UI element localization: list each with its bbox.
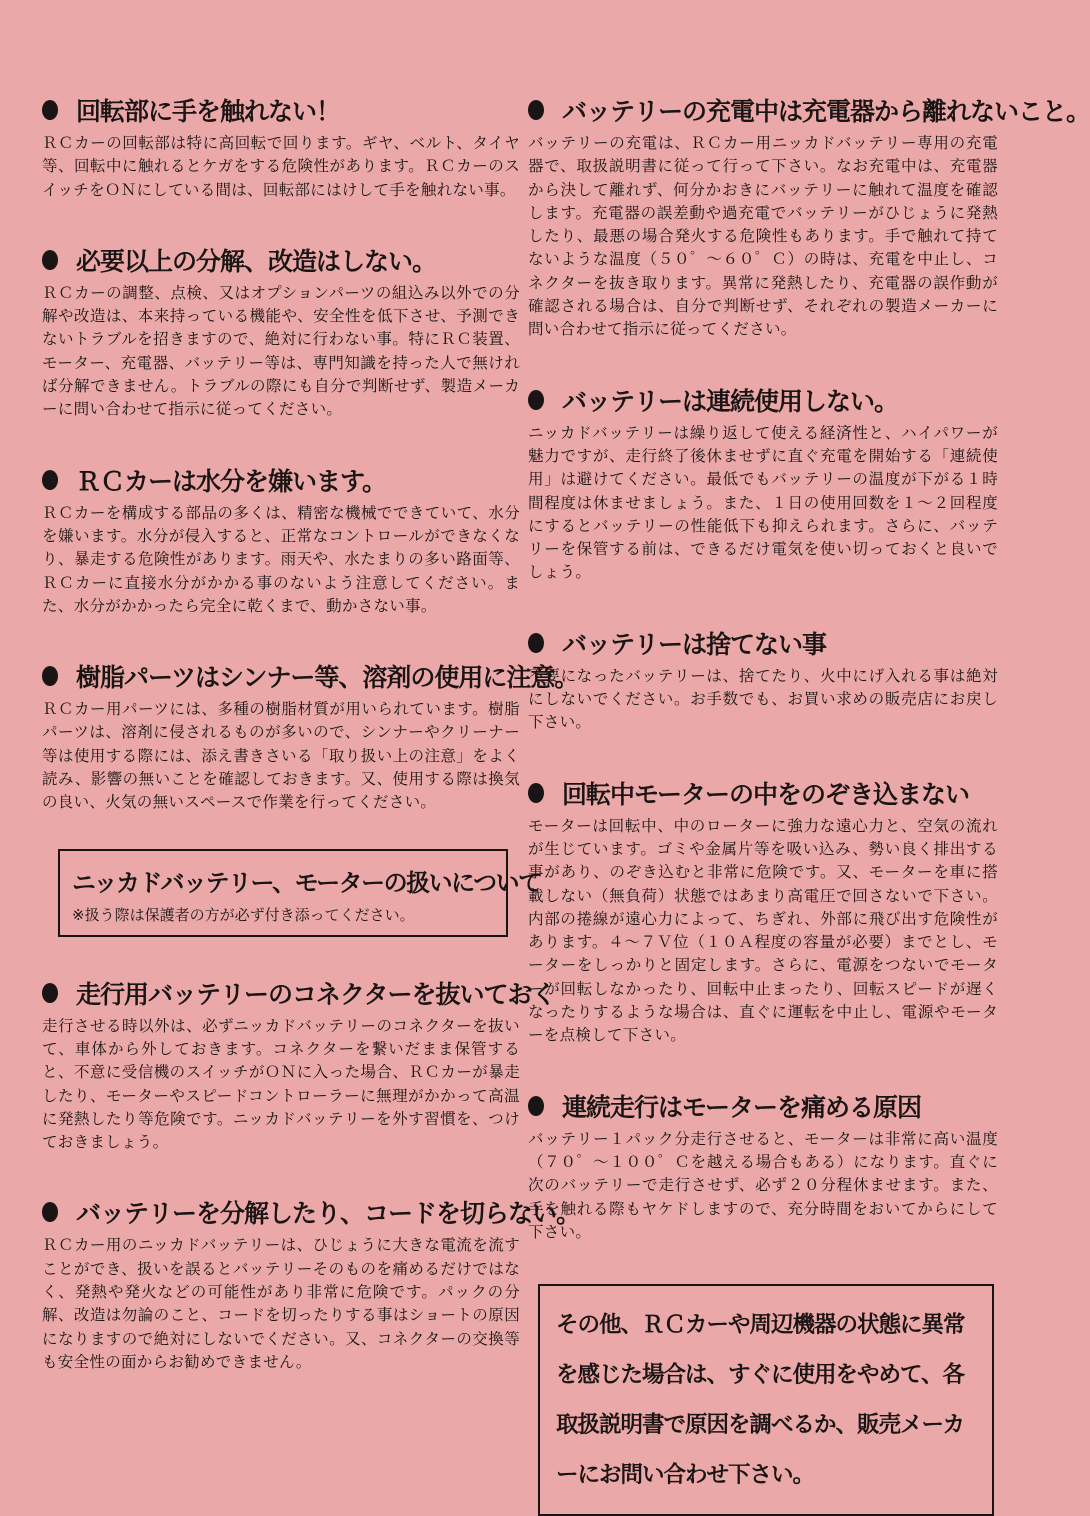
bullet-icon [528, 783, 544, 803]
bullet-icon [42, 250, 58, 270]
section-motor-peek [528, 775, 998, 1048]
heading-text: バッテリーを分解したり、コードを切らない。 [76, 1199, 581, 1229]
section-unplug-connector [42, 975, 556, 1155]
notice-title: ニッカドバッテリー、モーターの扱いについて [72, 867, 541, 897]
section-body: 不要になったバッテリーは、捨てたり、火中にげ入れる事は絶対にしないでください。お手数でも、お買い求めの販売店にお戻し下さい。 [528, 666, 998, 732]
bullet-icon [42, 1202, 58, 1222]
closing-notice-box: その他、ＲＣカーや周辺機器の状態に異常を感じた場合は、すぐに使用をやめて、各取扱説明書で原因を調べるか、販売メーカーにお問い合わせ下さい。 [538, 1284, 994, 1516]
heading-text: 走行用バッテリーのコネクターを抜いておく [76, 979, 556, 1009]
heading-text: 連続走行はモーターを痛める原因 [562, 1092, 922, 1122]
section-body: モーターは回転中、中のローターに強力な遠心力と、空気の流れが生じています。ゴミや金属片等を吸い込み、勢い良く排出する事があり、のぞき込むと非常に危険です。又、モーターを車に搭載しない（無負荷）状態ではあまり高電圧で回さないで下さい。内部の捲線が遠心力によって、ちぎれ、外部に飛び出す危険性があります。４～７Ｖ位（１０Ａ程度の容量が必要）までとし、モーターをしっかりと固定します。さらに、電源をつないでモーターが回転しなかったり、回転中止まったり、回転スピードが遅くなったりするような場合は、直ぐに運転を中止し、電源やモーターを点検して下さい。 [528, 816, 998, 1045]
section-body: 走行させる時以外は、必ずニッカドバッテリーのコネクターを抜いて、車体から外しておきます。コネクターを繋いだまま保管すると、不意に受信機のスイッチがＯＮに入った場合、ＲＣカーが暴走したり、モーターやスピードコントローラーに無理がかかって高温に発熱したり等危険です。ニッカドバッテリーを外す習慣を、つけておきましょう。 [42, 1016, 520, 1152]
section-heading [528, 775, 998, 811]
section-body: バッテリー１パック分走行させると、モーターは非常に高い温度（７０゜～１００゜Ｃを越える場合もある）になります。直ぐに次のバッテリーで走行させず、必ず２０分程休ませます。また、手を触れる際もヤケドしますので、充分時間をおいてからにして下さい。 [528, 1129, 998, 1241]
bullet-icon [528, 633, 544, 653]
heading-text: バッテリーは捨てない事 [562, 629, 827, 659]
section-heading [42, 242, 520, 278]
heading-text: ＲＣカーは水分を嫌います。 [76, 466, 387, 496]
section-no-battery-disassembly [42, 1194, 581, 1374]
section-heading [528, 92, 1090, 128]
bullet-icon [42, 100, 58, 120]
section-heading [528, 1088, 998, 1124]
section-body: バッテリーの充電は、ＲＣカー用ニッカドバッテリー専用の充電器で、取扱説明書に従って行って下さい。なお充電中は、充電器から決して離れず、何分かおきにバッテリーに触れて温度を確認します。充電器の誤差動や過充電でバッテリーがひじょうに発熱したり、最悪の場合発火する危険性もあります。手で触れて持てないような温度（５０゜～６０゜Ｃ）の時は、充電を中止し、コネクターを抜き取ります。異常に発熱したり、充電器の誤作動が確認される場合は、自分で判断せず、それぞれの製造メーカーに問い合わせて指示に従ってください。 [528, 134, 998, 339]
section-body: ＲＣカーの回転部は特に高回転で回ります。ギヤ、ベルト、タイヤ等、回転中に触れるとケガをする危険性があります。ＲＣカーのスイッチをＯＮにしている間は、回転部にはけして手を触れない事。 [42, 134, 520, 199]
section-heading [42, 975, 556, 1011]
bullet-icon [42, 666, 58, 686]
section-no-disassembly [42, 242, 520, 422]
bullet-icon [42, 983, 58, 1003]
bullet-icon [528, 390, 544, 410]
section-body: ニッカドバッテリーは繰り返して使える経済性と、ハイパワーが魅力ですが、走行終了後休ませずに直ぐ充電を開始する「連続使用」は避けてください。最低でもバッテリーの温度が下がる１時間程度は休ませましょう。また、１日の使用回数を１～２回程度にするとバッテリーの性能低下も抑えられます。さらに、バッテリーを保管する前は、できるだけ電気を使い切っておくと良いでしょう。 [528, 423, 998, 582]
bullet-icon [528, 100, 544, 120]
section-body: ＲＣカーの調整、点検、又はオプションパーツの組込み以外での分解や改造は、本来持っている機能や、安全性を低下させ、予測できないトラブルを招きますので、絶対に行わない事。特にＲＣ装置、モーター、充電器、バッテリー等は、専門知識を持った人で無ければ分解できません。トラブルの際にも自分で判断せず、製造メーカーに問い合わせて指示に従ってください。 [42, 283, 520, 419]
heading-text: 回転部に手を触れない！ [76, 97, 341, 126]
notice-subtitle: ※扱う際は保護者の方が必ず付き添ってください。 [72, 905, 415, 924]
section-heading [528, 625, 998, 661]
section-disposal [528, 625, 998, 735]
battery-motor-notice-box [58, 849, 541, 937]
section-rotating-parts [42, 92, 520, 202]
section-body: ＲＣカー用パーツには、多種の樹脂材質が用いられています。樹脂パーツは、溶剤に侵されるものが多いので、シンナーやクリーナー等は使用する際には、添え書きさいる「取り扱い上の注意」をよく読み、影響の無いことを確認しておきます。又、使用する際は換気の良い、火気の無いスペースで作業を行ってください。 [42, 700, 520, 812]
bullet-icon [42, 470, 58, 490]
left-column [42, 92, 581, 1414]
right-column [528, 92, 1090, 1516]
section-heading [42, 1194, 581, 1230]
section-continuous-use [528, 382, 998, 585]
section-charging [528, 92, 1090, 342]
section-water [42, 462, 520, 618]
heading-text: 必要以上の分解、改造はしない。 [76, 246, 437, 276]
heading-text: バッテリーの充電中は充電器から離れないこと。 [562, 97, 1090, 126]
heading-text: 樹脂パーツはシンナー等、溶剤の使用に注意。 [76, 663, 579, 693]
heading-text: 回転中モーターの中をのぞき込まない [562, 779, 970, 809]
section-solvents [42, 658, 579, 814]
section-body: ＲＣカー用のニッカドバッテリーは、ひじょうに大きな電流を流すことができ、扱いを誤るとバッテリーそのものを痛めるだけではなく、発熱や発火などの可能性があり非常に危険です。パックの分解、改造は勿論のこと、コードを切ったりする事はショートの原因になりますので絶対にしないでください。又、コネクターの交換等も安全性の面からお勧めできません。 [42, 1236, 520, 1371]
section-heading [528, 382, 998, 418]
bullet-icon [528, 1096, 544, 1116]
section-heading [42, 92, 520, 128]
section-heading [42, 462, 520, 498]
heading-text: バッテリーは連続使用しない。 [562, 386, 899, 416]
section-body: ＲＣカーを構成する部品の多くは、精密な機械でできていて、水分を嫌います。水分が侵入すると、正常なコントロールができなくなり、暴走する危険性があります。雨天や、水たまりの多い路面等、ＲＣカーに直接水分がかかる事のないよう注意してください。また、水分がかかったら完全に乾くまで、動かさない事。 [42, 503, 520, 615]
section-continuous-running [528, 1088, 998, 1244]
section-heading [42, 658, 579, 694]
